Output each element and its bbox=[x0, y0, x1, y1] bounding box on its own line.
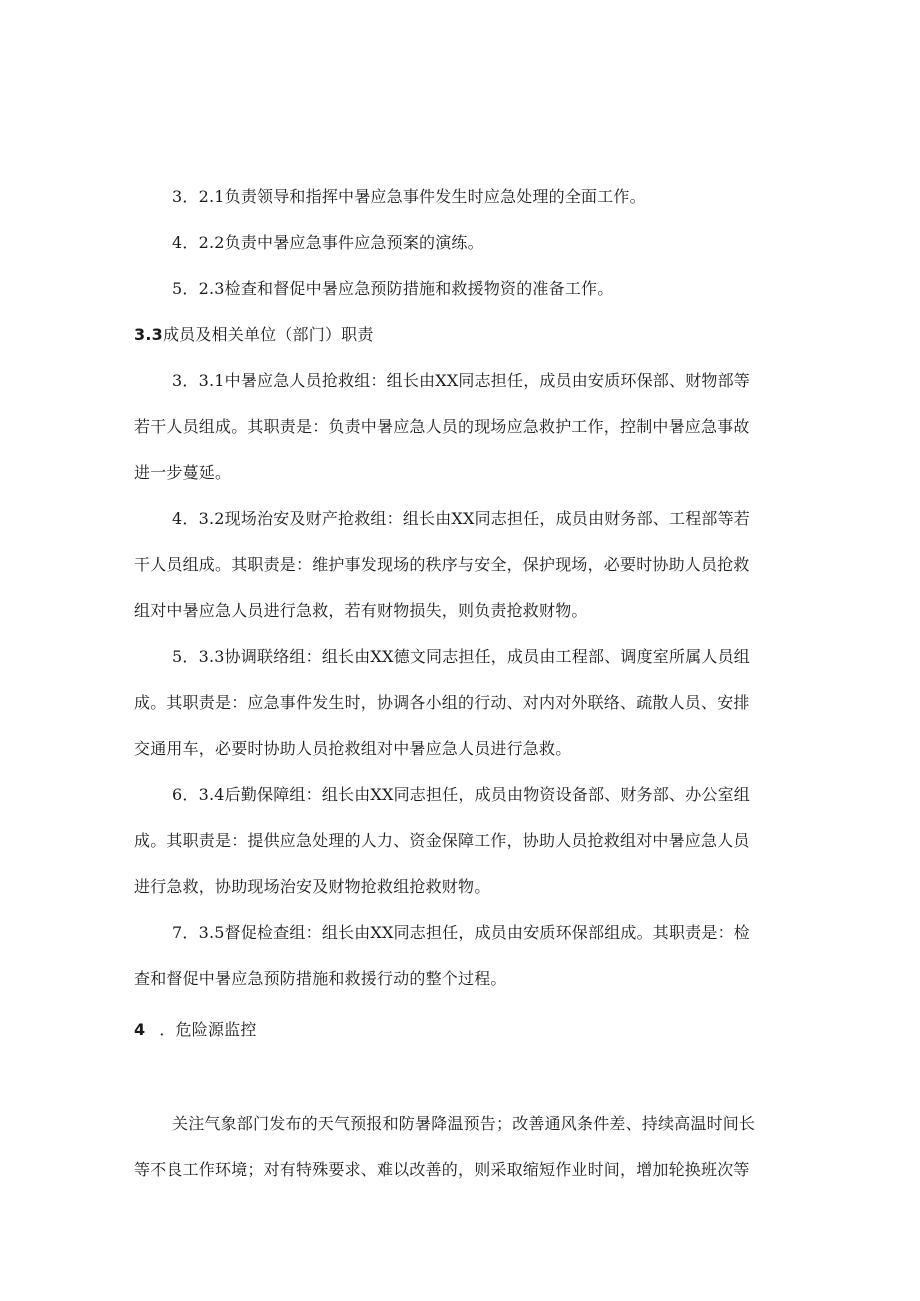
paragraph-5-3-3-line-2: 成。其职责是：应急事件发生时，协调各小组的行动、对内对外联络、疏散人员、安排 bbox=[134, 693, 750, 712]
section-number: 3.3 bbox=[134, 325, 163, 344]
paragraph-3-3-1-line-3: 进一步蔓延。 bbox=[134, 463, 232, 482]
paragraph-3-3-1-line-1: 3．3.1中暑应急人员抢救组：组长由XX同志担任，成员由安质环保部、财物部等 bbox=[172, 371, 751, 390]
section-title: 成员及相关单位（部门）职责 bbox=[162, 325, 374, 344]
paragraph-7-3-5-line-1: 7．3.5督促检查组：组长由XX同志担任，成员由安质环保部组成。其职责是：检 bbox=[172, 923, 751, 942]
section-title-4: ．危险源监控 bbox=[159, 1020, 257, 1039]
paragraph-monitor-line-1: 关注气象部门发布的天气预报和防暑降温预告；改善通风条件差、持续高温时间长 bbox=[172, 1114, 756, 1133]
paragraph-7-3-5-line-2: 查和督促中暑应急预防措施和救援行动的整个过程。 bbox=[134, 969, 507, 988]
paragraph-5-2-3: 5．2.3检查和督促中暑应急预防措施和救援物资的准备工作。 bbox=[172, 279, 614, 298]
paragraph-4-2-2: 4．2.2负责中暑应急事件应急预案的演练。 bbox=[172, 233, 484, 252]
section-number-4: 4 bbox=[134, 1020, 146, 1039]
paragraph-4-3-2-line-1: 4．3.2现场治安及财产抢救组：组长由XX同志担任，成员由财务部、工程部等若 bbox=[172, 509, 751, 528]
paragraph-6-3-4-line-3: 进行急救，协助现场治安及财物抢救组抢救财物。 bbox=[134, 877, 491, 896]
paragraph-5-3-3-line-1: 5．3.3协调联络组：组长由XX德文同志担任，成员由工程部、调度室所属人员组 bbox=[172, 647, 751, 666]
section-heading-4 bbox=[134, 1020, 257, 1040]
section-heading-3-3 bbox=[134, 325, 374, 345]
paragraph-3-2-1: 3．2.1负责领导和指挥中暑应急事件发生时应急处理的全面工作。 bbox=[172, 187, 646, 206]
paragraph-6-3-4-line-2: 成。其职责是：提供应急处理的人力、资金保障工作，协助人员抢救组对中暑应急人员 bbox=[134, 831, 750, 850]
paragraph-3-3-1-line-2: 若干人员组成。其职责是：负责中暑应急人员的现场应急救护工作，控制中暑应急事故 bbox=[134, 417, 750, 436]
paragraph-5-3-3-line-3: 交通用车，必要时协助人员抢救组对中暑应急人员进行急救。 bbox=[134, 739, 572, 758]
paragraph-6-3-4-line-1: 6．3.4后勤保障组：组长由XX同志担任，成员由物资设备部、财务部、办公室组 bbox=[172, 785, 751, 804]
paragraph-monitor-line-2: 等不良工作环境；对有特殊要求、难以改善的，则采取缩短作业时间，增加轮换班次等 bbox=[134, 1160, 750, 1179]
paragraph-4-3-2-line-3: 组对中暑应急人员进行急救，若有财物损失，则负责抢救财物。 bbox=[134, 601, 588, 620]
paragraph-4-3-2-line-2: 干人员组成。其职责是：维护事发现场的秩序与安全，保护现场，必要时协助人员抢救 bbox=[134, 555, 750, 574]
